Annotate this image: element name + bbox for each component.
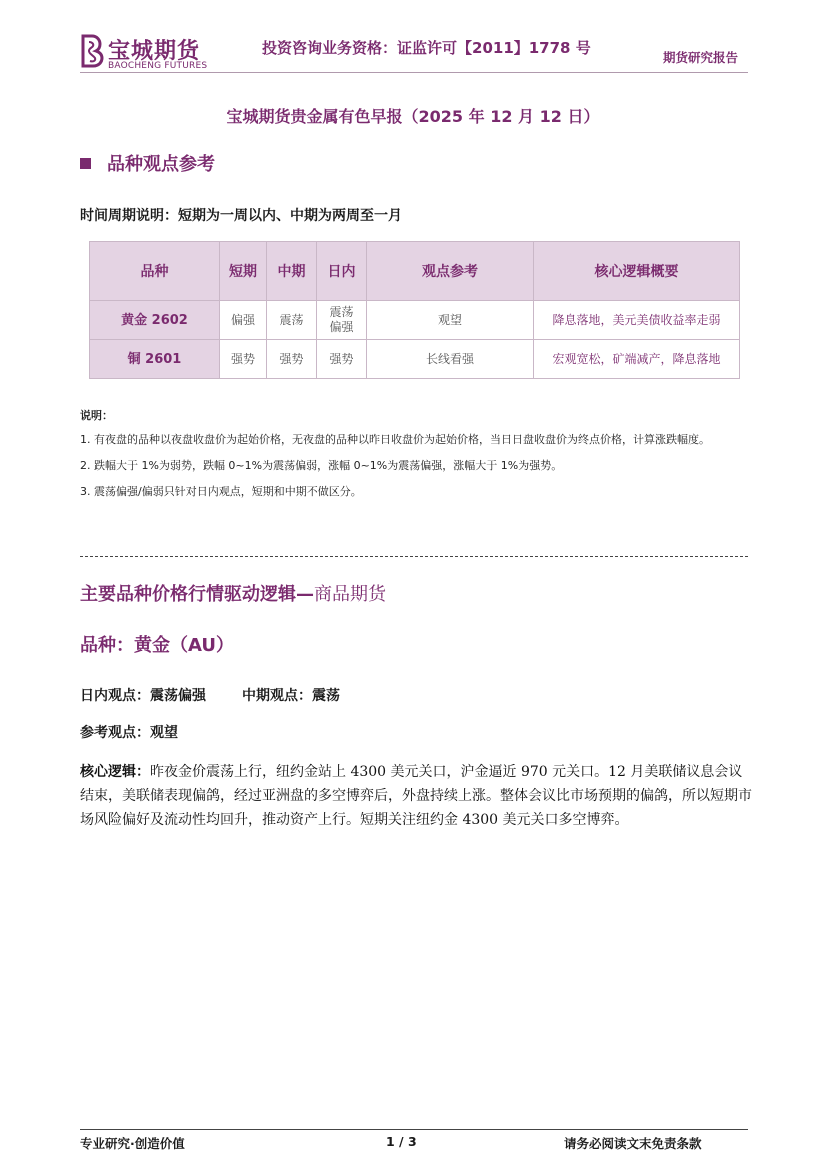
- cell-view: 长线看强: [367, 340, 534, 379]
- cell-intraday-line2: 偏强: [329, 320, 354, 334]
- logo-text-cn: 宝城期货: [108, 38, 201, 64]
- section-heading: [80, 150, 215, 176]
- core-logic-label: 核心逻辑：: [80, 764, 150, 780]
- notes-block: [80, 408, 750, 510]
- period-note: 时间周期说明：短期为一周以内、中期为两周至一月: [80, 208, 402, 224]
- cell-mid: 强势: [267, 340, 317, 379]
- header-divider: [80, 72, 748, 73]
- main-heading-bold: 主要品种价格行情驱动逻辑—: [80, 584, 314, 605]
- page-number: 1 / 3: [386, 1134, 417, 1149]
- cell-short: 强势: [220, 340, 267, 379]
- company-logo: [80, 34, 210, 74]
- cell-mid: 震荡: [267, 301, 317, 340]
- report-type: 期货研究报告: [663, 50, 739, 65]
- note-item: 1. 有夜盘的品种以夜盘收盘价为起始价格，无夜盘的品种以昨日收盘价为起始价格，当日日盘收盘价为终点价格，计算涨跌幅度。: [80, 433, 710, 446]
- intraday-view: 日内观点：震荡偏强: [80, 688, 206, 704]
- main-heading-light: 商品期货: [314, 584, 386, 605]
- th-mid: 中期: [267, 242, 317, 301]
- core-logic: [80, 760, 752, 832]
- variety-heading: 品种：黄金（AU）: [80, 635, 234, 656]
- dashed-divider: [80, 556, 748, 557]
- cell-view: 观望: [367, 301, 534, 340]
- document-title: 宝城期货贵金属有色早报（2025 年 12 月 12 日）: [226, 107, 600, 126]
- cell-logic: 宏观宽松，矿端减产，降息落地: [534, 340, 740, 379]
- table-row: [90, 301, 740, 340]
- views-line: [80, 685, 340, 705]
- cell-variety: 铜 2601: [90, 340, 220, 379]
- midterm-view: 中期观点：震荡: [242, 688, 340, 704]
- disclaimer-note: 请务必阅读文末免责条款: [564, 1136, 702, 1151]
- square-bullet-icon: [80, 158, 91, 169]
- logo-b-icon: [80, 34, 104, 68]
- cell-logic: 降息落地，美元美债收益率走弱: [534, 301, 740, 340]
- cell-short: 偏强: [220, 301, 267, 340]
- qualification-text: 投资咨询业务资格：证监许可【2011】1778 号: [262, 39, 591, 57]
- footer-divider: [80, 1129, 748, 1130]
- cell-variety: 黄金 2602: [90, 301, 220, 340]
- notes-title: 说明：: [80, 409, 113, 422]
- cell-intraday-line1: 震荡: [329, 305, 354, 319]
- core-logic-text: 昨夜金价震荡上行，纽约金站上 4300 美元关口，沪金逼近 970 元关口。12 月美联储议息会议结束，美联储表现偏鸽，经过亚洲盘的多空博弈后，外盘持续上涨。整体会议比市场预期的偏鸽，所以短期市场风险偏好及流动性均回升，推动资产上行。短期关注纽约金 4300 美元关口多空博弈。: [80, 764, 752, 828]
- th-variety: 品种: [90, 242, 220, 301]
- table-header-row: [90, 242, 740, 301]
- view-table: [89, 241, 740, 379]
- reference-view: 参考观点：观望: [80, 725, 178, 741]
- table-row: [90, 340, 740, 379]
- section-heading-text: 品种观点参考: [107, 154, 215, 175]
- th-view: 观点参考: [367, 242, 534, 301]
- th-short: 短期: [220, 242, 267, 301]
- note-item: 3. 震荡偏强/偏弱只针对日内观点，短期和中期不做区分。: [80, 485, 362, 498]
- main-heading: [80, 580, 386, 606]
- footer-slogan: 专业研究·创造价值: [80, 1136, 185, 1151]
- logo-text-en: BAOCHENG FUTURES: [108, 61, 208, 71]
- th-logic: 核心逻辑概要: [534, 242, 740, 301]
- note-item: 2. 跌幅大于 1%为弱势，跌幅 0~1%为震荡偏弱，涨幅 0~1%为震荡偏强，涨幅大于 1%为强势。: [80, 459, 563, 472]
- cell-intraday: [317, 301, 367, 340]
- cell-intraday: 强势: [317, 340, 367, 379]
- th-intraday: 日内: [317, 242, 367, 301]
